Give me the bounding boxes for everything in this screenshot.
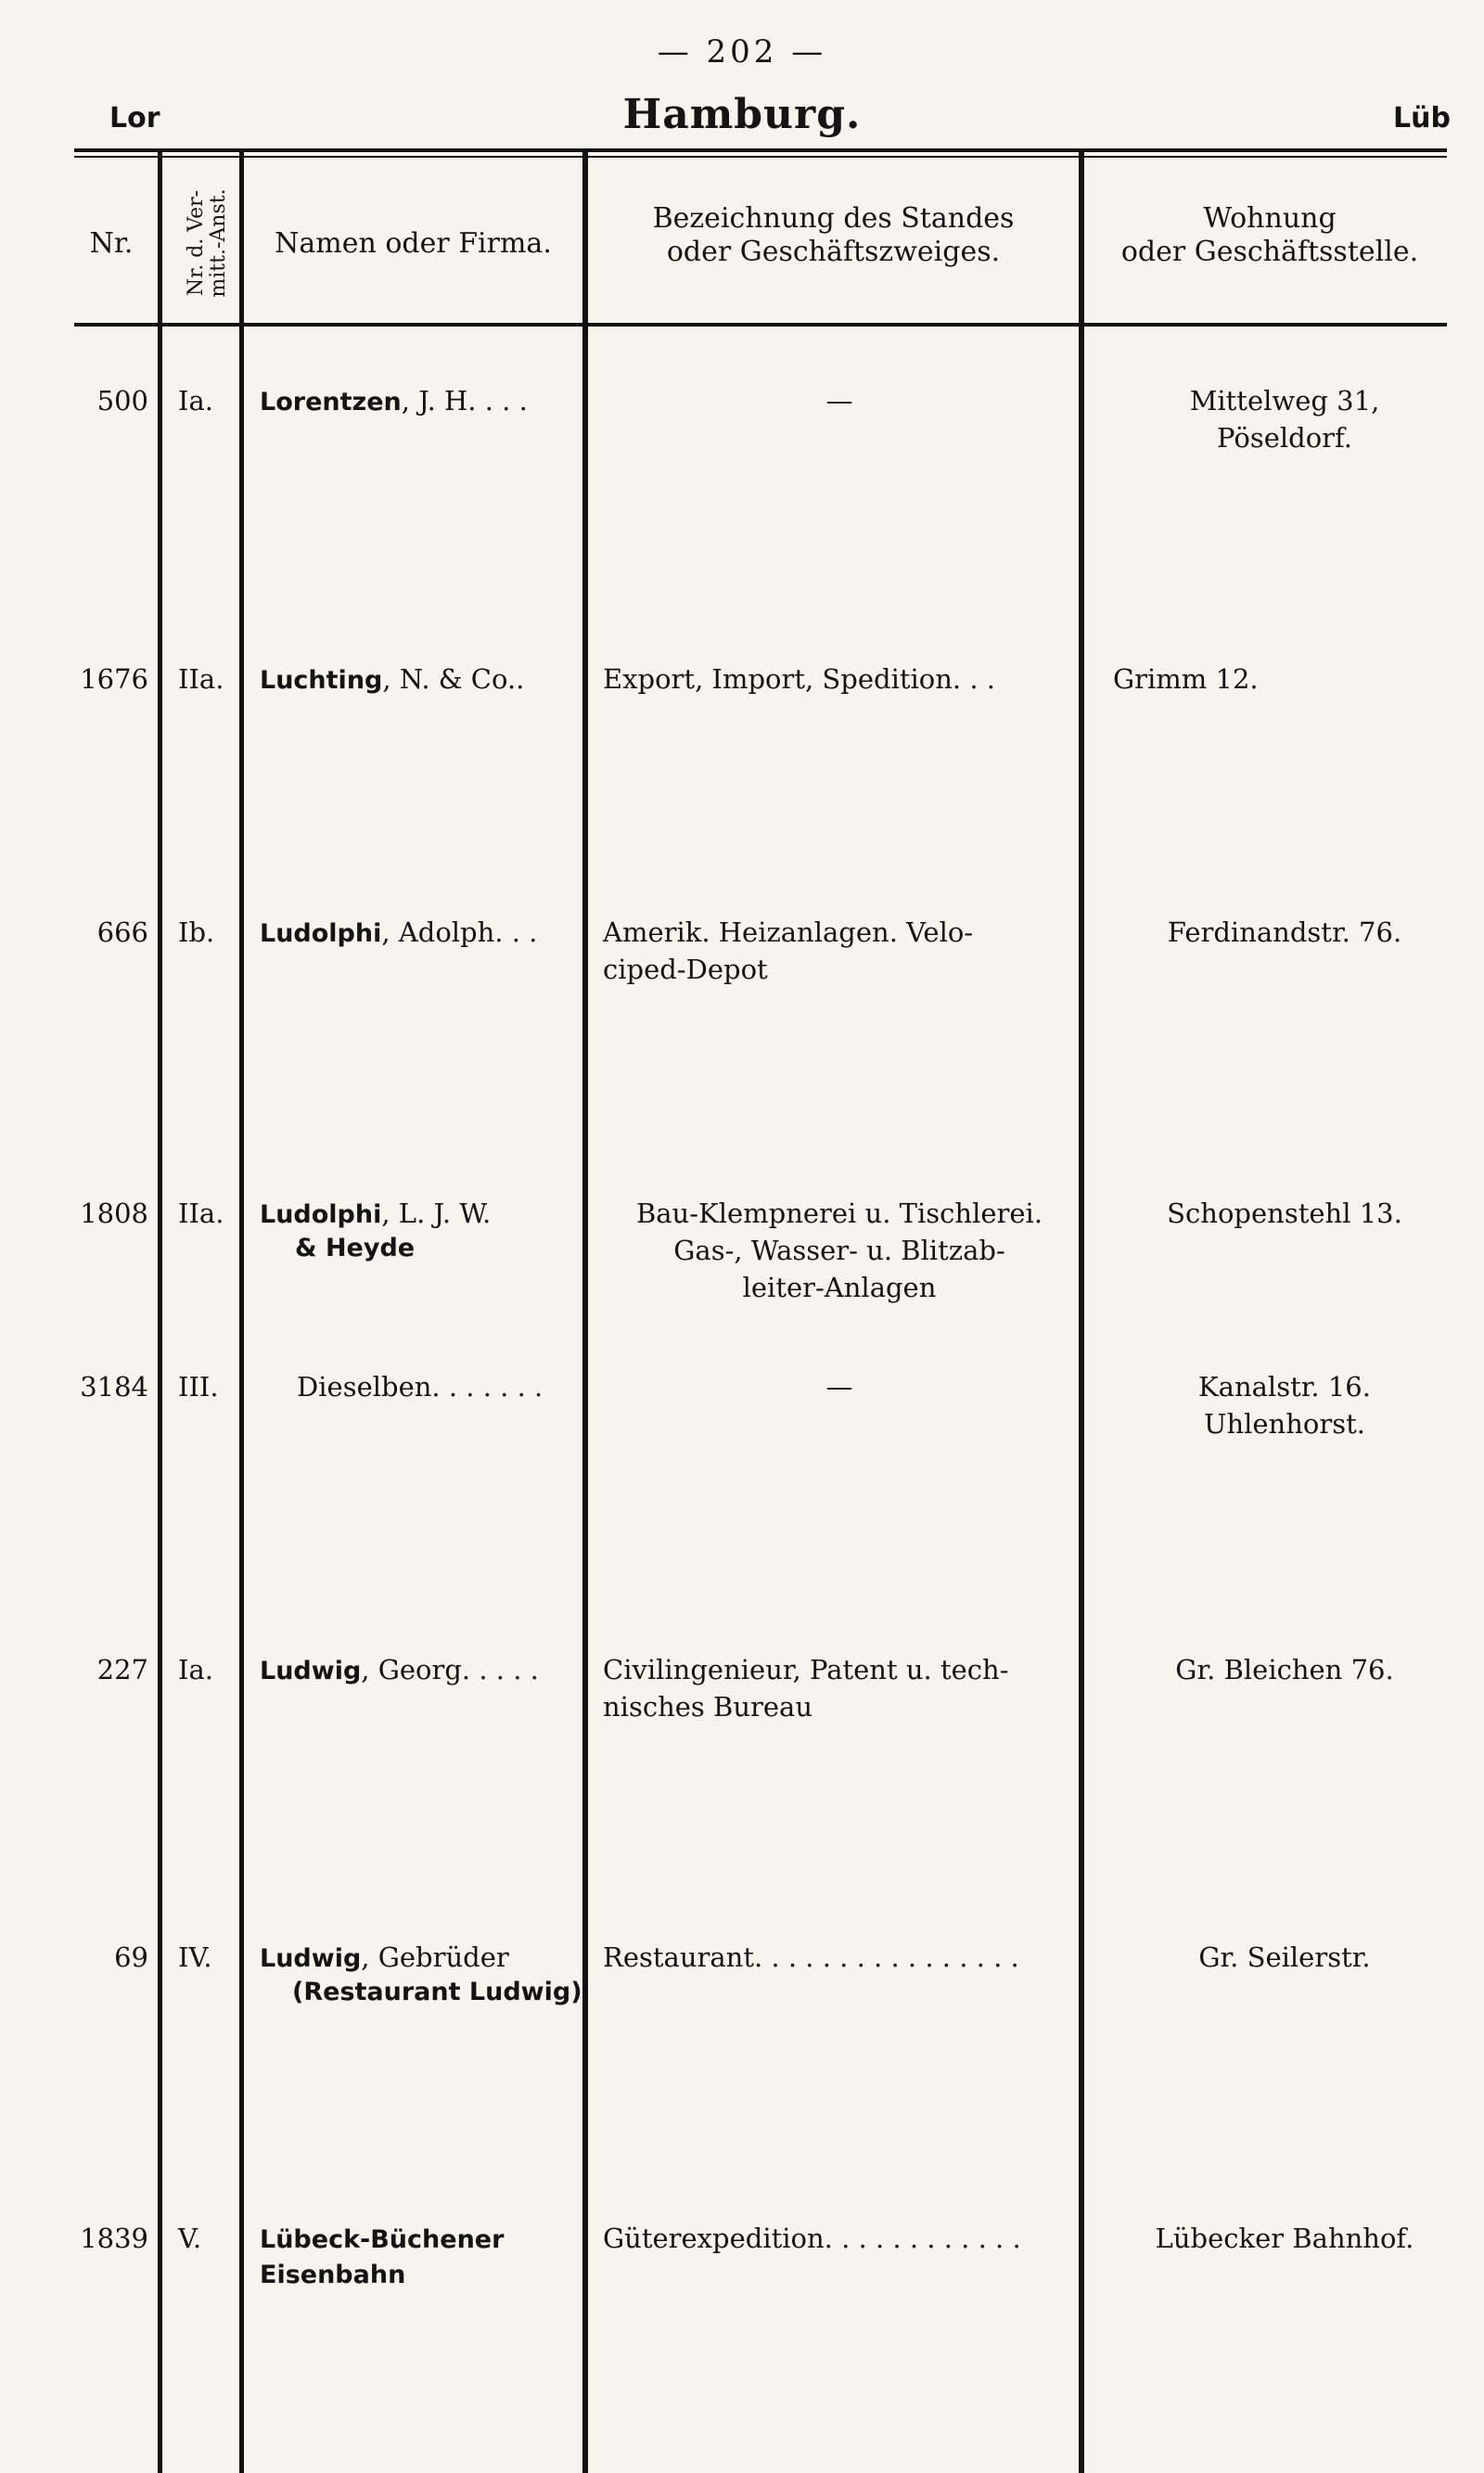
row-2-name-bold: Luchting bbox=[260, 666, 383, 695]
row-3-name-bold: Ludolphi bbox=[260, 919, 382, 948]
row-6-name-bold: Ludwig bbox=[260, 1657, 362, 1685]
row-4-name bbox=[260, 1195, 584, 1234]
row-3-name-rest: , Adolph. . . bbox=[381, 916, 538, 948]
row-3-class: Ib. bbox=[178, 916, 215, 948]
row-4-name-line2: & Heyde bbox=[295, 1234, 416, 1262]
row-4-description: Bau-Klempnerei u. Tischlerei. Gas-, Wasser- u. Blitzab- leiter-Anlagen bbox=[635, 1198, 1043, 1303]
row-3-address: Ferdinandstr. 76. bbox=[1167, 916, 1402, 948]
row-6-name bbox=[260, 1651, 584, 1690]
column-divider-4 bbox=[1079, 148, 1084, 2473]
column-divider-2 bbox=[239, 148, 244, 2473]
row-8-class: V. bbox=[178, 2223, 202, 2254]
header-name: Namen oder Firma. bbox=[275, 227, 552, 260]
row-2-name-rest: , N. & Co.. bbox=[382, 663, 525, 695]
header-wohnung: Wohnung oder Geschäftsstelle. bbox=[1120, 202, 1419, 268]
row-6-name-rest: , Georg. . . . . bbox=[361, 1654, 539, 1685]
row-4-name-bold: Ludolphi bbox=[260, 1200, 382, 1229]
row-5-description: — bbox=[825, 1371, 853, 1403]
row-6-nr: 227 bbox=[96, 1654, 148, 1685]
row-1-name-bold: Lorentzen bbox=[260, 388, 402, 416]
header-rule bbox=[74, 323, 1447, 327]
row-5-name: Dieselben. . . . . . . bbox=[297, 1371, 544, 1403]
column-divider-3 bbox=[582, 148, 588, 2473]
row-1-address: Mittelweg 31, Pöseldorf. bbox=[1189, 385, 1380, 454]
right-catchword: Lüb bbox=[1393, 102, 1451, 135]
column-divider-1 bbox=[158, 148, 162, 2473]
row-8-name-bold: Lübeck-Büchener bbox=[260, 2225, 505, 2254]
row-2-description: Export, Import, Spedition. . . bbox=[603, 663, 996, 695]
row-7-address: Gr. Seilerstr. bbox=[1198, 1941, 1371, 1973]
row-6-address: Gr. Bleichen 76. bbox=[1175, 1654, 1394, 1685]
left-catchword: Lor bbox=[109, 102, 160, 135]
header-vermittlungsanstalt-text: Nr. d. Ver- mitt.-Anst. bbox=[185, 188, 230, 298]
row-4-name-rest: , L. J. W. bbox=[381, 1198, 492, 1229]
row-2-nr: 1676 bbox=[80, 663, 148, 695]
row-5-nr: 3184 bbox=[80, 1371, 148, 1403]
row-7-class: IV. bbox=[178, 1941, 212, 1973]
row-1-class: Ia. bbox=[178, 385, 213, 416]
row-6-description: Civilingenieur, Patent u. tech- nisches Bureau bbox=[603, 1654, 1009, 1723]
row-7-name-bold: Ludwig bbox=[260, 1944, 362, 1973]
row-7-description: Restaurant. . . . . . . . . . . . . . . . bbox=[603, 1941, 1019, 1973]
row-1-description: — bbox=[825, 385, 853, 416]
top-rule-thin bbox=[74, 156, 1447, 158]
row-6-class: Ia. bbox=[178, 1654, 213, 1685]
row-7-name-rest: , Gebrüder bbox=[361, 1941, 509, 1973]
row-1-name bbox=[260, 382, 584, 421]
row-8-address: Lübecker Bahnhof. bbox=[1155, 2223, 1414, 2254]
top-rule bbox=[74, 148, 1447, 152]
row-3-nr: 666 bbox=[96, 916, 148, 948]
row-2-name bbox=[260, 660, 584, 699]
page-number: — 202 — bbox=[657, 33, 827, 70]
row-7-name-line2: (Restaurant Ludwig) bbox=[292, 1978, 582, 2006]
row-4-address: Schopenstehl 13. bbox=[1167, 1198, 1402, 1229]
row-8-nr: 1839 bbox=[80, 2223, 148, 2254]
row-1-nr: 500 bbox=[96, 385, 148, 416]
header-stand: Bezeichnung des Standes oder Geschäftszweiges. bbox=[652, 202, 1015, 268]
row-4-nr: 1808 bbox=[80, 1198, 148, 1229]
header-nr: Nr. bbox=[89, 227, 134, 260]
row-1-name-rest: , J. H. . . . bbox=[401, 385, 528, 416]
row-8-name bbox=[260, 2220, 584, 2259]
row-8-description: Güterexpedition. . . . . . . . . . . . bbox=[603, 2223, 1021, 2254]
row-5-address: Kanalstr. 16. Uhlenhorst. bbox=[1198, 1371, 1371, 1440]
row-7-name bbox=[260, 1939, 584, 1978]
header-vermittlungsanstalt bbox=[171, 169, 245, 317]
row-4-class: IIa. bbox=[178, 1198, 224, 1229]
row-3-description: Amerik. Heizanlagen. Velo- ciped-Depot bbox=[603, 916, 974, 985]
row-8-name-line2: Eisenbahn bbox=[260, 2261, 406, 2289]
row-2-address: Grimm 12. bbox=[1113, 663, 1259, 695]
row-2-class: IIa. bbox=[178, 663, 224, 695]
row-3-name bbox=[260, 914, 584, 953]
row-5-class: III. bbox=[178, 1371, 219, 1403]
row-7-nr: 69 bbox=[114, 1941, 148, 1973]
page-title: Hamburg. bbox=[622, 91, 862, 138]
